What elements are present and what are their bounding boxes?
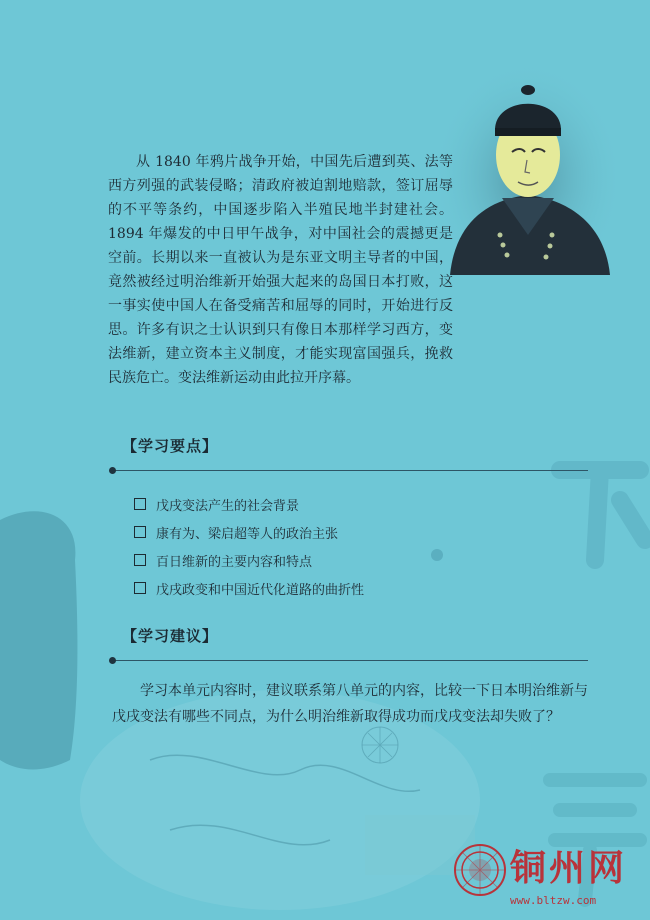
study-point-text: 戊戌政变和中国近代化道路的曲折性 xyxy=(156,582,365,598)
study-point-item xyxy=(134,518,364,546)
study-advice-divider xyxy=(112,660,588,661)
study-points-divider xyxy=(112,470,588,471)
study-points-list xyxy=(134,490,364,602)
checkbox-icon xyxy=(134,526,146,538)
study-advice-title: 【学习建议】 xyxy=(122,627,219,645)
watermark-logo-icon xyxy=(452,842,508,898)
site-watermark xyxy=(452,838,647,916)
study-point-item xyxy=(134,574,364,602)
divider-dot xyxy=(109,657,116,664)
intro-paragraph: 从 1840 年鸦片战争开始，中国先后遭到英、法等西方列强的武装侵略；清政府被迫割地赔款，签订屈辱的不平等条约，中国逐步陷入半殖民地半封建社会。1894 年爆发的中日甲午战争，对中国社会的震撼更是空前。长期以来一直被认为是东亚文明主导者的中国，竟然被经过明治维新开始强大起来的岛国日本打败，这一事实使中国人在备受痛苦和屈辱的同时，开始进行反思。许多有识之士认识到只有像日本那样学习西方，变法维新，建立资本主义制度，才能实现富国强兵，挽救民族危亡。变法维新运动由此拉开序幕。 xyxy=(108,154,453,386)
study-advice-paragraph: 学习本单元内容时，建议联系第八单元的内容，比较一下日本明治维新与戊戌变法有哪些不同点，为什么明治维新取得成功而戊戌变法却失败了？ xyxy=(112,683,588,725)
divider-dot xyxy=(109,467,116,474)
watermark-url: www.bltzw.com xyxy=(510,894,597,907)
study-point-item xyxy=(134,546,364,574)
checkbox-icon xyxy=(134,498,146,510)
study-point-text: 康有为、梁启超等人的政治主张 xyxy=(156,526,339,542)
study-point-text: 戊戌变法产生的社会背景 xyxy=(156,498,300,514)
portrait-illustration xyxy=(440,60,615,275)
study-point-item xyxy=(134,490,364,518)
checkbox-icon xyxy=(134,582,146,594)
study-point-text: 百日维新的主要内容和特点 xyxy=(156,554,313,570)
checkbox-icon xyxy=(134,554,146,566)
study-points-title: 【学习要点】 xyxy=(122,437,219,455)
watermark-site-name: 铜州网 xyxy=(510,847,628,889)
